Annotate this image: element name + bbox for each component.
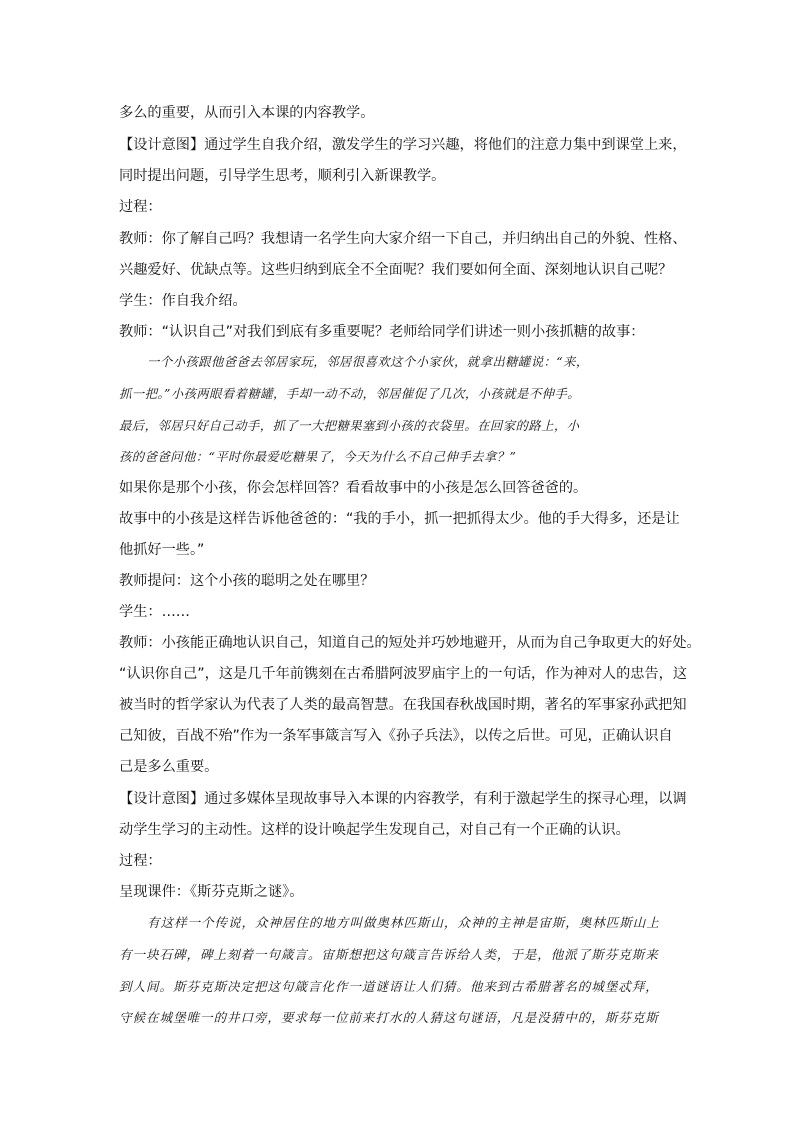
- story-candy-line: 孩的爸爸问他：“平时你最爱吃糖果了，今天为什么不自己伸手去拿？”: [119, 449, 517, 464]
- story-sphinx-line: 到人间。斯芬克斯决定把这句箴言化作一道谜语让人们猜。他来到古希腊著名的城堡忒拜，: [119, 979, 659, 994]
- process-heading: 过程：: [119, 853, 162, 869]
- story-sphinx-line: 有一块石碑，碑上刻着一句箴言。宙斯想把这句箴言告诉给人类，于是，他派了斯芬克斯来: [119, 947, 659, 962]
- paragraph-line: 己知彼，百战不殆”作为一条军事箴言写入《孙子兵法》，以传之后世。可见，正确认识自: [119, 728, 673, 744]
- story-candy-line: 一个小孩跟他爸爸去邻居家玩，邻居很喜欢这个小家伙，就拿出糖罐说：“来，: [147, 354, 589, 369]
- paragraph-line: 同时提出问题，引导学生思考，顺利引入新课教学。: [119, 168, 446, 184]
- paragraph-line: 被当时的哲学家认为代表了人类的最高智慧。在我国春秋战国时期，著名的军事家孙武把知: [119, 697, 687, 713]
- paragraph-line: 如果你是那个小孩，你会怎样回答？看看故事中的小孩是怎么回答爸爸的。: [119, 480, 588, 496]
- paragraph-line: 动学生学习的主动性。这样的设计唤起学生发现自己，对自己有一个正确的认识。: [119, 822, 630, 838]
- paragraph-line: 故事中的小孩是这样告诉他爸爸的：“我的手小，抓一把抓得太少。他的手大得多，还是让: [119, 511, 680, 527]
- design-intent-line: 【设计意图】通过学生自我介绍，激发学生的学习兴趣，将他们的注意力集中到课堂上来，: [119, 137, 687, 153]
- teacher-line: 教师：你了解自己吗？我想请一名学生向大家介绍一下自己，并归纳出自己的外貌、性格、: [119, 231, 687, 247]
- story-candy-line: 最后，邻居只好自己动手，抓了一大把糖果塞到小孩的衣袋里。在回家的路上，小: [119, 418, 580, 433]
- story-candy-line: 抓一把。”小孩两眼看着糖罐，手却一动不动，邻居催促了几次，小孩就是不伸手。: [119, 386, 580, 401]
- student-line: 学生：……: [119, 604, 190, 620]
- paragraph-line: 己是多么重要。: [119, 759, 219, 775]
- process-heading: 过程：: [119, 199, 162, 215]
- story-sphinx-line: 守候在城堡唯一的井口旁，要求每一位前来打水的人猜这句谜语，凡是没猜中的，斯芬克斯: [119, 1010, 659, 1025]
- student-line: 学生：作自我介绍。: [119, 293, 247, 309]
- paragraph-line: “认识你自己”，这是几千年前镌刻在古希腊阿波罗庙宇上的一句话，作为神对人的忠告，这: [119, 666, 688, 682]
- story-sphinx-line: 有这样一个传说，众神居住的地方叫做奥林匹斯山，众神的主神是宙斯，奥林匹斯山上: [147, 915, 660, 930]
- teacher-question-line: 教师提问：这个小孩的聪明之处在哪里？: [119, 573, 375, 589]
- paragraph-line: 多么的重要，从而引入本课的内容教学。: [119, 105, 375, 121]
- paragraph-line: 他抓好一些。”: [119, 542, 205, 558]
- paragraph-line: 兴趣爱好、优缺点等。这些归纳到底全不全面呢？我们要如何全面、深刻地认识自己呢？: [119, 262, 673, 278]
- teacher-line: 教师：小孩能正确地认识自己，知道自己的短处并巧妙地避开，从而为自己争取更大的好处。: [119, 635, 701, 651]
- teacher-line: 教师：“认识自己”对我们到底有多重要呢？老师给同学们讲述一则小孩抓糖的故事：: [119, 324, 645, 340]
- design-intent-line: 【设计意图】通过多媒体呈现故事导入本课的内容教学，有利于激起学生的探寻心理，以调: [119, 791, 687, 807]
- courseware-line: 呈现课件：《斯芬克斯之谜》。: [119, 884, 304, 900]
